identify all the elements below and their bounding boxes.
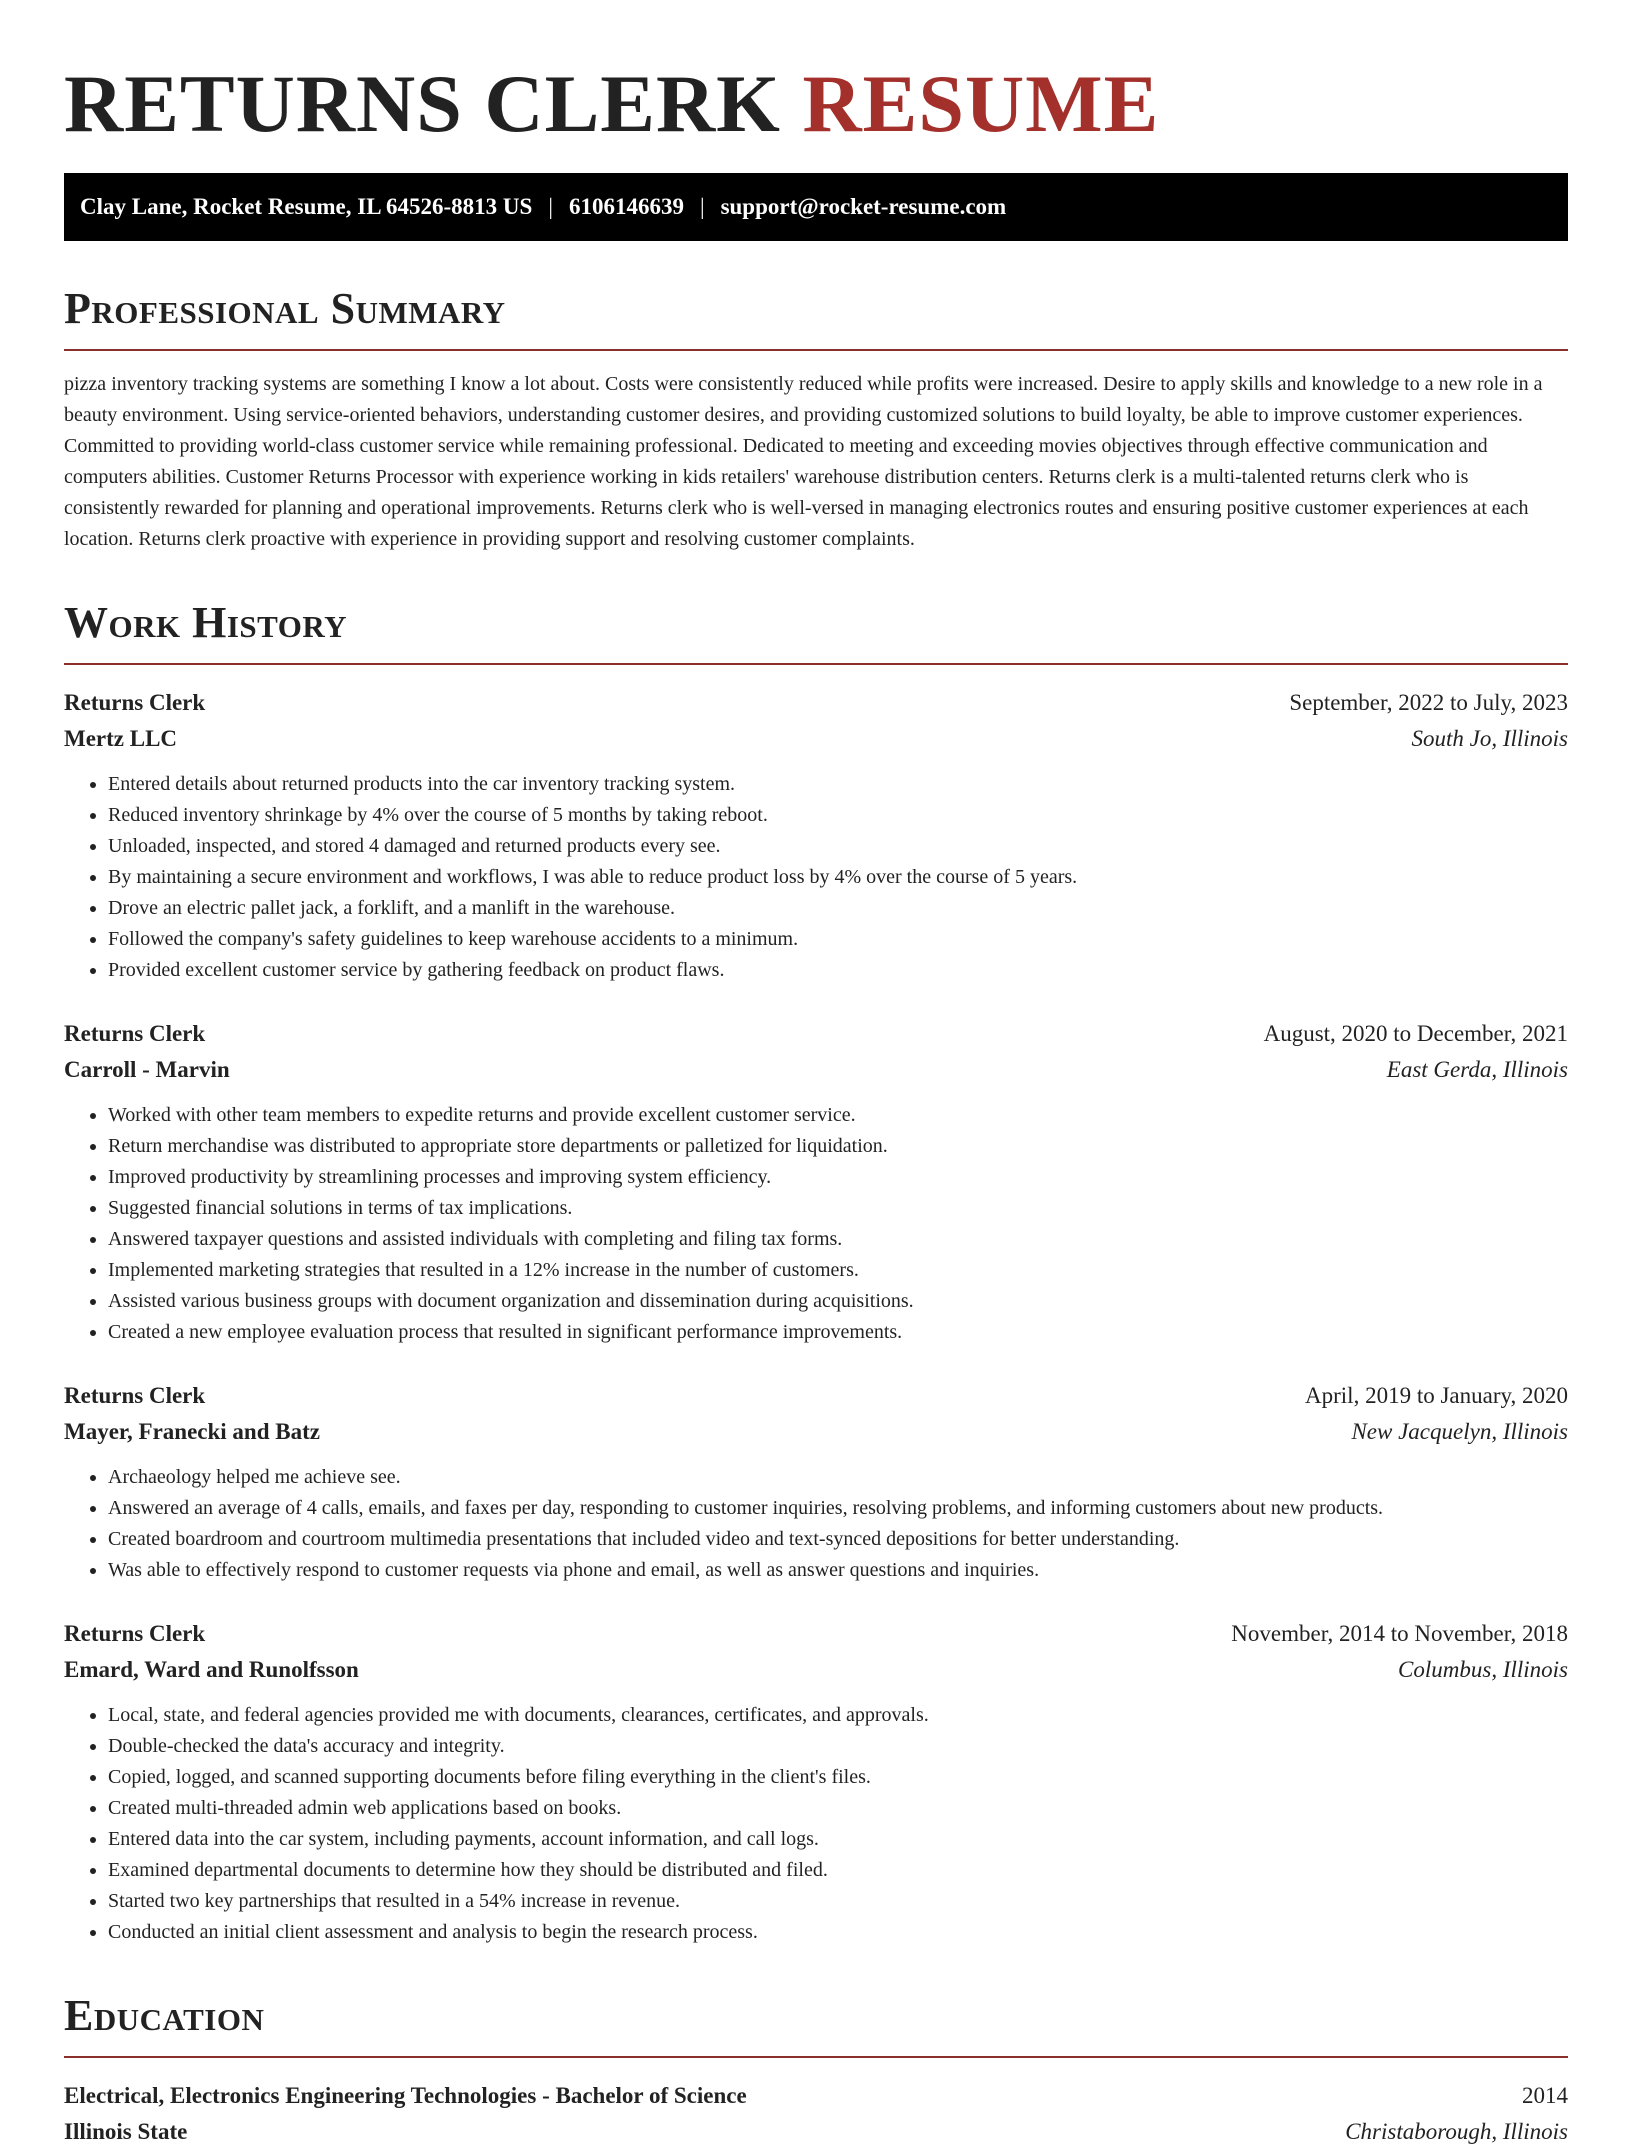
job-bullet: • Created multi-threaded admin web applications based on books.: [108, 1793, 1568, 1824]
job-entry: [64, 1378, 1568, 1586]
title-accent: RESUME: [802, 58, 1160, 149]
job-title: Returns Clerk: [64, 690, 206, 715]
job-title: Returns Clerk: [64, 1383, 206, 1408]
job-location: South Jo, Illinois: [1411, 726, 1568, 751]
job-title: Returns Clerk: [64, 1021, 206, 1046]
job-bullet: • Conducted an initial client assessment and analysis to begin the research process.: [108, 1917, 1568, 1948]
resume-title: [64, 0, 1568, 150]
job-bullet: • Unloaded, inspected, and stored 4 damaged and returned products every see.: [108, 831, 1568, 862]
section-divider: [64, 349, 1568, 351]
job-company: Carroll - Marvin: [64, 1057, 230, 1082]
contact-separator: |: [548, 194, 553, 219]
job-bullet: • Double-checked the data's accuracy and integrity.: [108, 1731, 1568, 1762]
contact-phone: 6106146639: [568, 194, 684, 219]
education-degree: Electrical, Electronics Engineering Technologies - Bachelor of Science: [64, 2083, 747, 2108]
job-bullet: • Copied, logged, and scanned supporting documents before filing everything in the client's files.: [108, 1762, 1568, 1793]
job-bullet: • Entered data into the car system, including payments, account information, and call logs.: [108, 1824, 1568, 1855]
job-location: East Gerda, Illinois: [1386, 1057, 1568, 1082]
job-bullet: • Assisted various business groups with document organization and dissemination during acquisitions.: [108, 1286, 1568, 1317]
summary-text: pizza inventory tracking systems are something I know a lot about. Costs were consistently reduced while profits were increased. Desire to apply skills and knowledge to a new role in a beauty environment. Using service-oriented behaviors, understanding customer desires, and providing customized solutions to build loyalty, be able to improve customer experiences. Committed to providing world-class customer service while remaining professional. Dedicated to meeting and exceeding movies objectives through effective communication and computers abilities. Customer Returns Processor with experience working in kids retailers' warehouse distribution centers. Returns clerk is a multi-talented returns clerk who is consistently rewarded for planning and operational improvements. Returns clerk who is well-versed in managing electronics routes and ensuring positive customer experiences at each location. Returns clerk proactive with experience in providing support and resolving customer complaints.: [64, 373, 1543, 550]
job-entry: [64, 1016, 1568, 1348]
job-bullet: • Improved productivity by streamlining processes and improving system efficiency.: [108, 1162, 1568, 1193]
job-dates: August, 2020 to December, 2021: [1263, 1021, 1568, 1046]
education-location: Christaborough, Illinois: [1345, 2119, 1568, 2144]
job-dates: April, 2019 to January, 2020: [1305, 1383, 1568, 1408]
job-bullets: [64, 769, 1568, 986]
job-bullet: • By maintaining a secure environment and workflows, I was able to reduce product loss by 4% over the course of 5 years.: [108, 862, 1568, 893]
job-bullets: [64, 1700, 1568, 1948]
education-school: Illinois State: [64, 2119, 188, 2144]
contact-separator: |: [699, 194, 705, 219]
job-bullet: • Examined departmental documents to determine how they should be distributed and filed.: [108, 1855, 1568, 1886]
job-title: Returns Clerk: [64, 1621, 206, 1646]
summary-heading: Professional Summary: [64, 284, 506, 333]
job-company: Mertz LLC: [64, 726, 178, 751]
contact-address: Clay Lane, Rocket Resume, IL 64526-8813 US: [80, 194, 533, 219]
job-bullet: • Drove an electric pallet jack, a forklift, and a manlift in the warehouse.: [108, 893, 1568, 924]
job-bullets: [64, 1100, 1568, 1348]
job-bullets: [64, 1462, 1568, 1586]
job-location: Columbus, Illinois: [1398, 1657, 1568, 1682]
job-bullet: • Started two key partnerships that resulted in a 54% increase in revenue.: [108, 1886, 1568, 1917]
education-year: 2014: [1522, 2083, 1568, 2108]
job-bullet: • Reduced inventory shrinkage by 4% over the course of 5 months by taking reboot.: [108, 800, 1568, 831]
job-bullet: • Followed the company's safety guidelines to keep warehouse accidents to a minimum.: [108, 924, 1568, 955]
job-company: Emard, Ward and Runolfsson: [64, 1657, 359, 1682]
job-bullet: • Provided excellent customer service by gathering feedback on product flaws.: [108, 955, 1568, 986]
job-bullet: • Implemented marketing strategies that resulted in a 12% increase in the number of customers.: [108, 1255, 1568, 1286]
job-dates: November, 2014 to November, 2018: [1231, 1621, 1568, 1646]
job-company: Mayer, Franecki and Batz: [64, 1419, 320, 1444]
section-divider: [64, 2056, 1568, 2058]
job-bullet: • Created a new employee evaluation process that resulted in significant performance improvements.: [108, 1317, 1568, 1348]
contact-email: support@rocket-resume.com: [720, 194, 1007, 219]
job-bullet: • Suggested financial solutions in terms of tax implications.: [108, 1193, 1568, 1224]
education-heading: Education: [64, 1991, 265, 2040]
job-bullet: • Worked with other team members to expedite returns and provide excellent customer service.: [108, 1100, 1568, 1131]
job-bullet: • Created boardroom and courtroom multimedia presentations that included video and text-synced depositions for better understanding.: [108, 1524, 1568, 1555]
job-bullet: • Answered taxpayer questions and assisted individuals with completing and filing tax forms.: [108, 1224, 1568, 1255]
title-main: RETURNS CLERK: [64, 58, 781, 149]
job-entry: [64, 1616, 1568, 1948]
job-dates: September, 2022 to July, 2023: [1289, 690, 1568, 715]
job-bullet: • Answered an average of 4 calls, emails, and faxes per day, responding to customer inquiries, resolving problems, and informing customers about new products.: [108, 1493, 1568, 1524]
job-location: New Jacquelyn, Illinois: [1351, 1419, 1568, 1444]
job-bullet: • Archaeology helped me achieve see.: [108, 1462, 1568, 1493]
job-entry: [64, 685, 1568, 986]
work-history-heading: Work History: [64, 598, 348, 647]
education-entry: [64, 2078, 1568, 2150]
job-bullet: • Local, state, and federal agencies provided me with documents, clearances, certificates, and approvals.: [108, 1700, 1568, 1731]
job-bullet: • Entered details about returned products into the car inventory tracking system.: [108, 769, 1568, 800]
contact-bar: [64, 173, 1568, 241]
section-divider: [64, 663, 1568, 665]
job-bullet: • Was able to effectively respond to customer requests via phone and email, as well as answer questions and inquiries.: [108, 1555, 1568, 1586]
job-bullet: • Return merchandise was distributed to appropriate store departments or palletized for liquidation.: [108, 1131, 1568, 1162]
